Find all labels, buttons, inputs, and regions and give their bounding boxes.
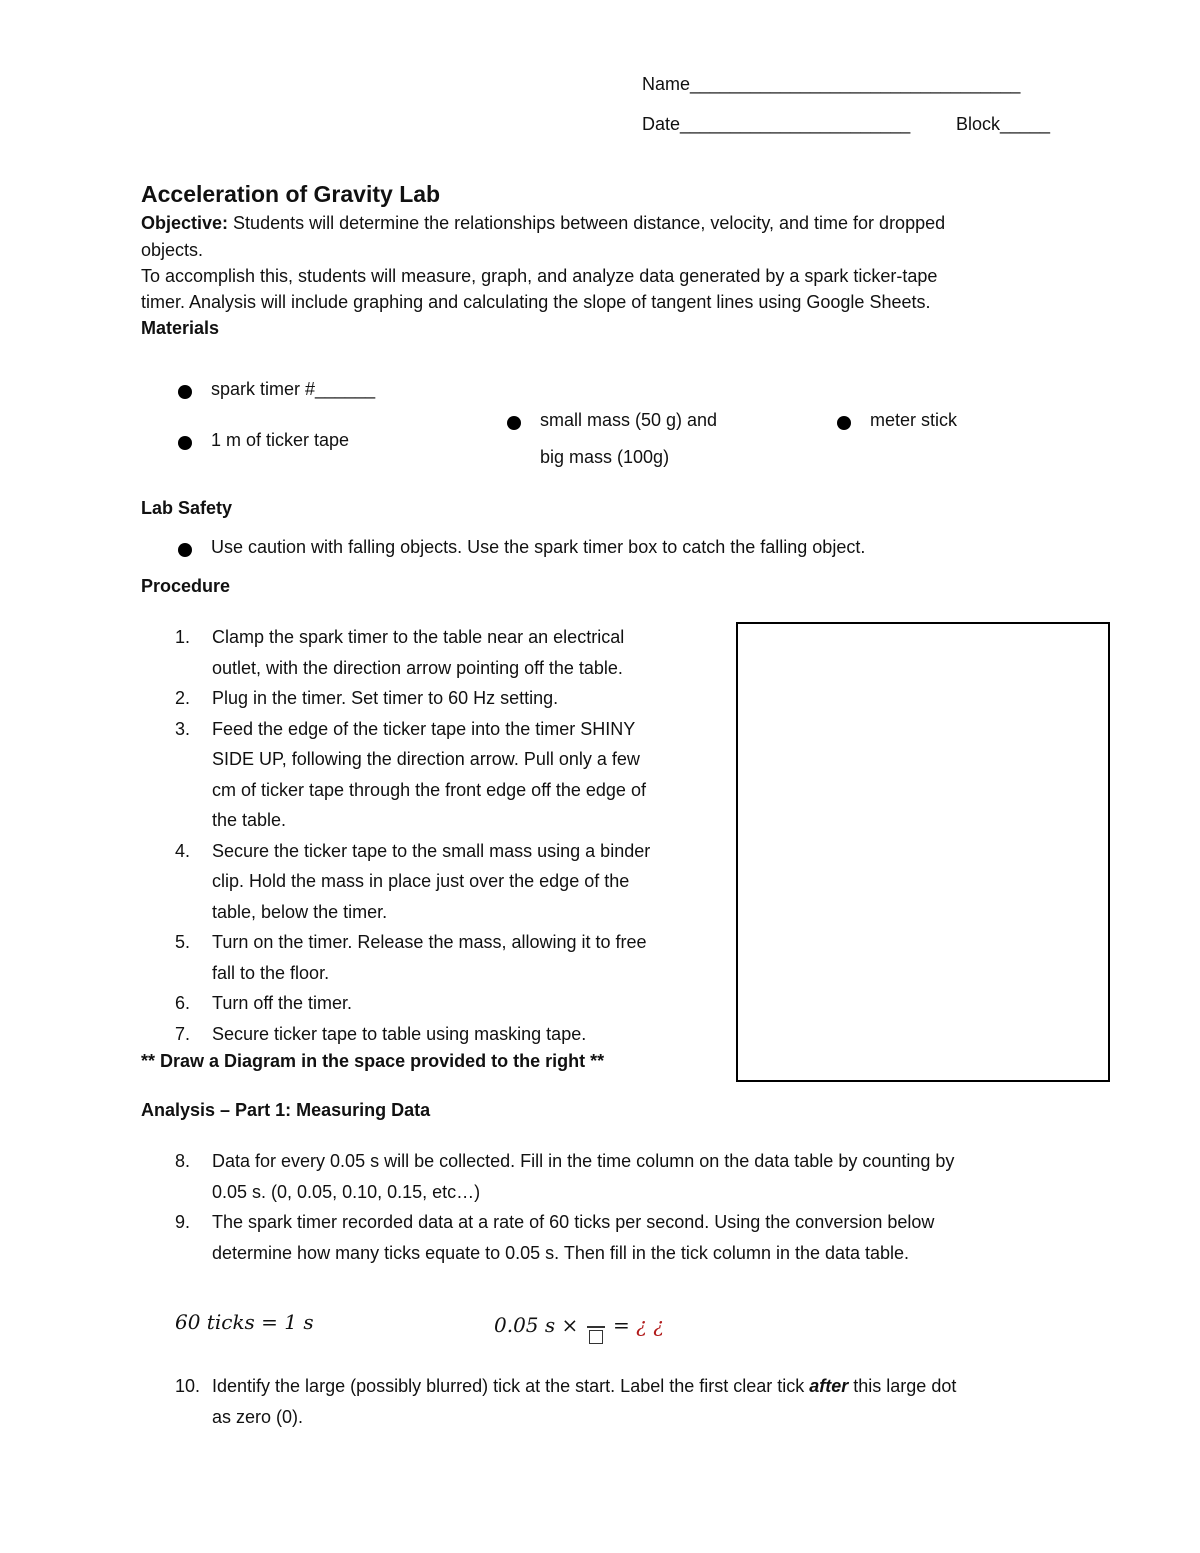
fraction [585,1316,607,1338]
procedure-step: 4. Secure the ticker tape to the small mass using a binder clip. Hold the mass in place just over the edge of the table, below the timer. [175,840,651,922]
procedure-step: 5. Turn on the timer. Release the mass, allowing it to free fall to the floor. [175,932,647,983]
objective-label: Objective: [141,213,229,233]
procedure-list [175,622,650,1049]
equation-error-glyph: ¿ ¿ [636,1313,664,1337]
procedure-step: 6. Turn off the timer. [175,993,353,1013]
materials-heading: Materials [141,318,220,338]
analysis-heading: Analysis – Part 1: Measuring Data [141,1100,431,1120]
date-field[interactable]: Date_______________________ [642,114,911,134]
safety-item: Use caution with falling objects. Use the spark timer box to catch the falling object. [211,537,866,557]
procedure-heading: Procedure [141,576,231,596]
equation-ticks-per-second: 60 ticks = 1 s [175,1310,314,1334]
material-spark-timer: spark timer #______ [211,379,376,399]
analysis-list [175,1146,954,1268]
analysis-step: 9. The spark timer recorded data at a rate of 60 ticks per second. Using the conversion below determine how many ticks equate to 0.05 s. Then fill in the tick column in the data table. [175,1212,935,1263]
name-field[interactable]: Name_________________________________ [642,74,1021,94]
material-big-mass: big mass (100g) [540,447,670,467]
objective-text-1: Students will determine the relationships between distance, velocity, and time for dropped [233,213,946,233]
diagram-drawing-area[interactable] [736,622,1110,1082]
procedure-step: 7. Secure ticker tape to table using masking tape. [175,1023,587,1044]
bullet-icon [178,436,192,450]
bullet-icon [178,543,192,557]
objective-line-1 [141,210,945,236]
block-field[interactable]: Block_____ [956,114,1051,134]
equation-conversion: 0.05 s × = ¿ ¿ [494,1313,664,1338]
material-ticker-tape: 1 m of ticker tape [211,430,350,450]
page-title: Acceleration of Gravity Lab [141,181,441,207]
procedure-step: 3. Feed the edge of the ticker tape into the timer SHINY SIDE UP, following the direction arrow. Pull only a few cm of ticker tape through the front edge off the edge of the table. [175,718,646,830]
bullet-icon [837,416,851,430]
analysis-step-10: 10. Identify the large (possibly blurred) tick at the start. Label the first clear tick after this large dot as zero (0). [175,1376,957,1427]
placeholder-box-icon [589,1330,603,1344]
objective-line-2: objects. [141,240,204,260]
objective-line-4: timer. Analysis will include graphing and calculating the slope of tangent lines using Google Sheets. [141,292,931,312]
bullet-icon [507,416,521,430]
material-meter-stick: meter stick [870,410,958,430]
procedure-step: 2. Plug in the timer. Set timer to 60 Hz setting. [175,688,559,708]
procedure-step: 1. Clamp the spark timer to the table near an electrical outlet, with the direction arrow pointing off the table. [175,627,625,678]
objective-line-3: To accomplish this, students will measure, graph, and analyze data generated by a spark ticker-tape [141,266,938,286]
emphasis-after: after [809,1376,849,1396]
bullet-icon [178,385,192,399]
material-small-mass: small mass (50 g) and [540,410,718,430]
safety-heading: Lab Safety [141,498,233,518]
diagram-instruction: ** Draw a Diagram in the space provided to the right ** [141,1051,605,1071]
analysis-step: 8. Data for every 0.05 s will be collected. Fill in the time column on the data table by counting by 0.05 s. (0, 0.05, 0.10, 0.15, etc…) [175,1151,955,1202]
